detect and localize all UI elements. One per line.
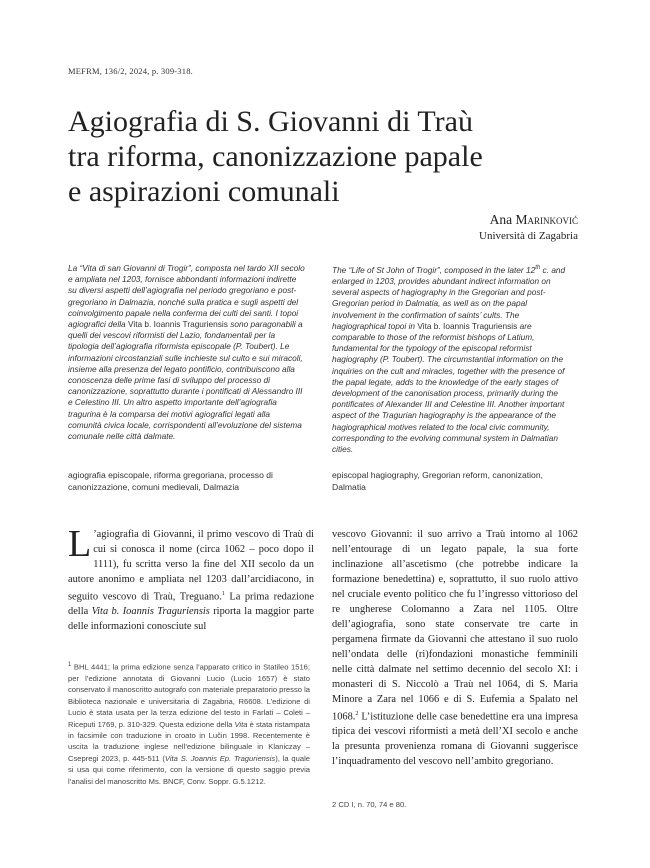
title-line-3: e aspirazioni comunali: [68, 175, 340, 208]
footnote-1-number: 1: [68, 662, 72, 668]
abstract-en-sup: th: [535, 265, 541, 271]
abstract-it-vita-title: Vita b. Ioannis Traguriensis: [127, 319, 228, 330]
author-name: [479, 212, 578, 228]
footnote-1-text-a: BHL 4441; la prima edizione senza l’apparato critico in Statileo 1516; per l’edizione annotata di Giovanni Lucio (Lucio 1657) è stato conservato il manoscritto autografo con materiale preparatorio presso la Biblioteca nazionale e universitaria di Zagabria, R6608. L’edizione di Lucio è stata usata per la terza edizione del testo in Farlati – Coleti – Riceputi 1769, p. 310-329. Questa edizione della: [68, 662, 310, 729]
body-left-text-1: ’agiografia di Giovanni, il primo vescovo di Traù di cui si conosca il nome (circa 1062 – poco dopo il 1111), fu scritta verso la fine del XII secolo da un autore anonimo e ampliata nel 1203 dall’arcidiacono, in seguito vescovo di Traù, Treguano.: [68, 529, 314, 603]
footnote-ref-1[interactable]: 1: [221, 591, 225, 597]
running-head: MEFRM, 136/2, 2024, p. 309-318.: [68, 66, 193, 76]
body-left-vita-title: Vita b. Ioannis Traguriensis: [91, 606, 210, 618]
title-line-1: Agiografia di S. Giovanni di Traù: [68, 105, 473, 138]
body-right-text-2: L’istituzione delle case benedettine era una impresa tipica dei vescovi riformisti a metà dell’XI secolo e anche la presunta provenienza romana di Giovanni suggerisce l’inquadramento del vescovo nell’ambito gregoriano.: [332, 711, 578, 768]
body-left-text-3: riporta la maggior parte delle informazioni conosciute sul: [68, 606, 314, 633]
footnote-1-vita-title: Vita S. Joannis Ep. Traguriensis: [164, 753, 276, 763]
body-right-text-1: vescovo Giovanni: il suo arrivo a Traù intorno al 1062 nell’entourage di un legato papale, la sua forte inclinazione all’ascetismo (che potrebbe indicare la formazione benedettina) e, soprattutto, il suo ruolo attivo nel cruciale evento politico che fu l’ingresso vittorioso del re ungherese Colomanno a Zara nel 1105. Oltre dell’agiografia, sono state conservate tre carte in pergamena firmate da Giovanni che attestano il suo ruolo nell’ondata delle (ri)fondazioni monastiche femminili nelle città dalmate nel settimo decennio del secolo XI: i monasteri di S. Niccolò a Traù nel 1064, di S. Maria Minore a Zara nel 1066 e di S. Eufemia a Spalato nel 1068.: [332, 529, 578, 723]
abstract-english: [332, 263, 569, 455]
footnote-1: [68, 660, 310, 787]
abstract-it-part1: La “Vita di san Giovanni di Trogir”, composta nel tardo XII secolo e ampliata nel 1203, fornisce abbondanti informazioni indirette su diversi aspetti dell’agiografia nel periodo gregoriano e post-gregoriano in Dalmazia, nonché sulla pratica e sugli aspetti del coinvolgimento papale nella conferma dei culti dei santi. I topoi agiografici della: [68, 263, 305, 330]
footnote-ref-2[interactable]: 2: [355, 711, 359, 717]
abstract-italian: [68, 263, 305, 442]
author-first-name: Ana: [489, 212, 516, 227]
footnote-2: 2 CD I, n. 70, 74 e 80.: [332, 800, 407, 809]
footnote-1-text-c: ), la quale si usa qui come riferimento, con la versione di questo saggio previa l’analisi del manoscritto Ms. BNCF, Conv. Soppr. G.5.1212.: [68, 753, 310, 786]
drop-cap: L: [68, 523, 92, 565]
abstract-en-part1b: c. and enlarged in 1203, provides abundant indirect information on several aspects of hagiography in the Gregorian and post-Gregorian period in Dalmatia, as well as on the papal involvement in the confirmation of saints’ cults. The hagiographical topoi in: [332, 264, 566, 331]
author-block: [479, 212, 578, 244]
author-affiliation: Università di Zagabria: [479, 230, 578, 242]
abstract-it-part2: sono paragonabili a quelli dei vescovi riformisti del Lazio, fondamentali per la tipologia dell’agiografia riformista episcopale (P. Toubert). Le informazioni circostanziali sulle inchieste sul culto e sui miracoli, insieme alla presenza del legato pontificio, contribuiscono alla conoscenza delle prime fasi di sviluppo del processo di canonizzazione, soprattutto durante i pontificati di Alessandro III e Celestino III. Un altro aspetto importante dell’agiografia tragurina è la comparsa dei motivi agiografici legati alla comunità civica locale, corrispondenti all’evoluzione del sistema comunale nelle città dalmate.: [68, 319, 303, 442]
footnote-1-text-b: è stata ristampata in facsimile con traduzione in croato in Lučin 1998. Recentemente è uscita la traduzione inglese nell’edizione bilinguale in Klaniczay – Csepregi 2023, p. 445-511 (: [68, 719, 310, 763]
abstract-en-part2: are comparable to those of the reformist bishops of Latium, fundamental for the typology of the episcopal reformist hagiography (P. Toubert). The circumstantial information on the inquiries on the cult and miracles, together with the presence of the papal legate, adds to the knowledge of the early stages of development of the canonisation process, primarily during the pontificates of Alexander III and Celestine III. Another important aspect of the Tragurian hagiography is the appearance of the hagiographical motives related to the local civic community, corresponding to the evolving communal system in Dalmatian cities.: [332, 320, 565, 455]
body-column-left: [68, 523, 314, 634]
footnote-1-vita: Vita: [234, 719, 248, 729]
abstract-en-vita-title: Vita b. Ioannis Traguriensis: [417, 320, 518, 331]
article-title: [68, 104, 588, 209]
keywords-english: episcopal hagiography, Gregorian reform, canonization, Dalmatia: [332, 470, 543, 492]
body-column-right: [332, 527, 578, 769]
body-left-text-2: La prima redazione della: [68, 591, 314, 618]
title-line-2: tra riforma, canonizzazione papale: [68, 140, 483, 173]
keywords-italian: agiografia episcopale, riforma gregoriana, processo di canonizzazione, comuni medievali, Dalmazia: [68, 470, 273, 492]
abstract-en-part1a: The “Life of St John of Trogir”, composed in the later 12: [332, 264, 536, 275]
author-last-name: Marinković: [515, 212, 578, 227]
